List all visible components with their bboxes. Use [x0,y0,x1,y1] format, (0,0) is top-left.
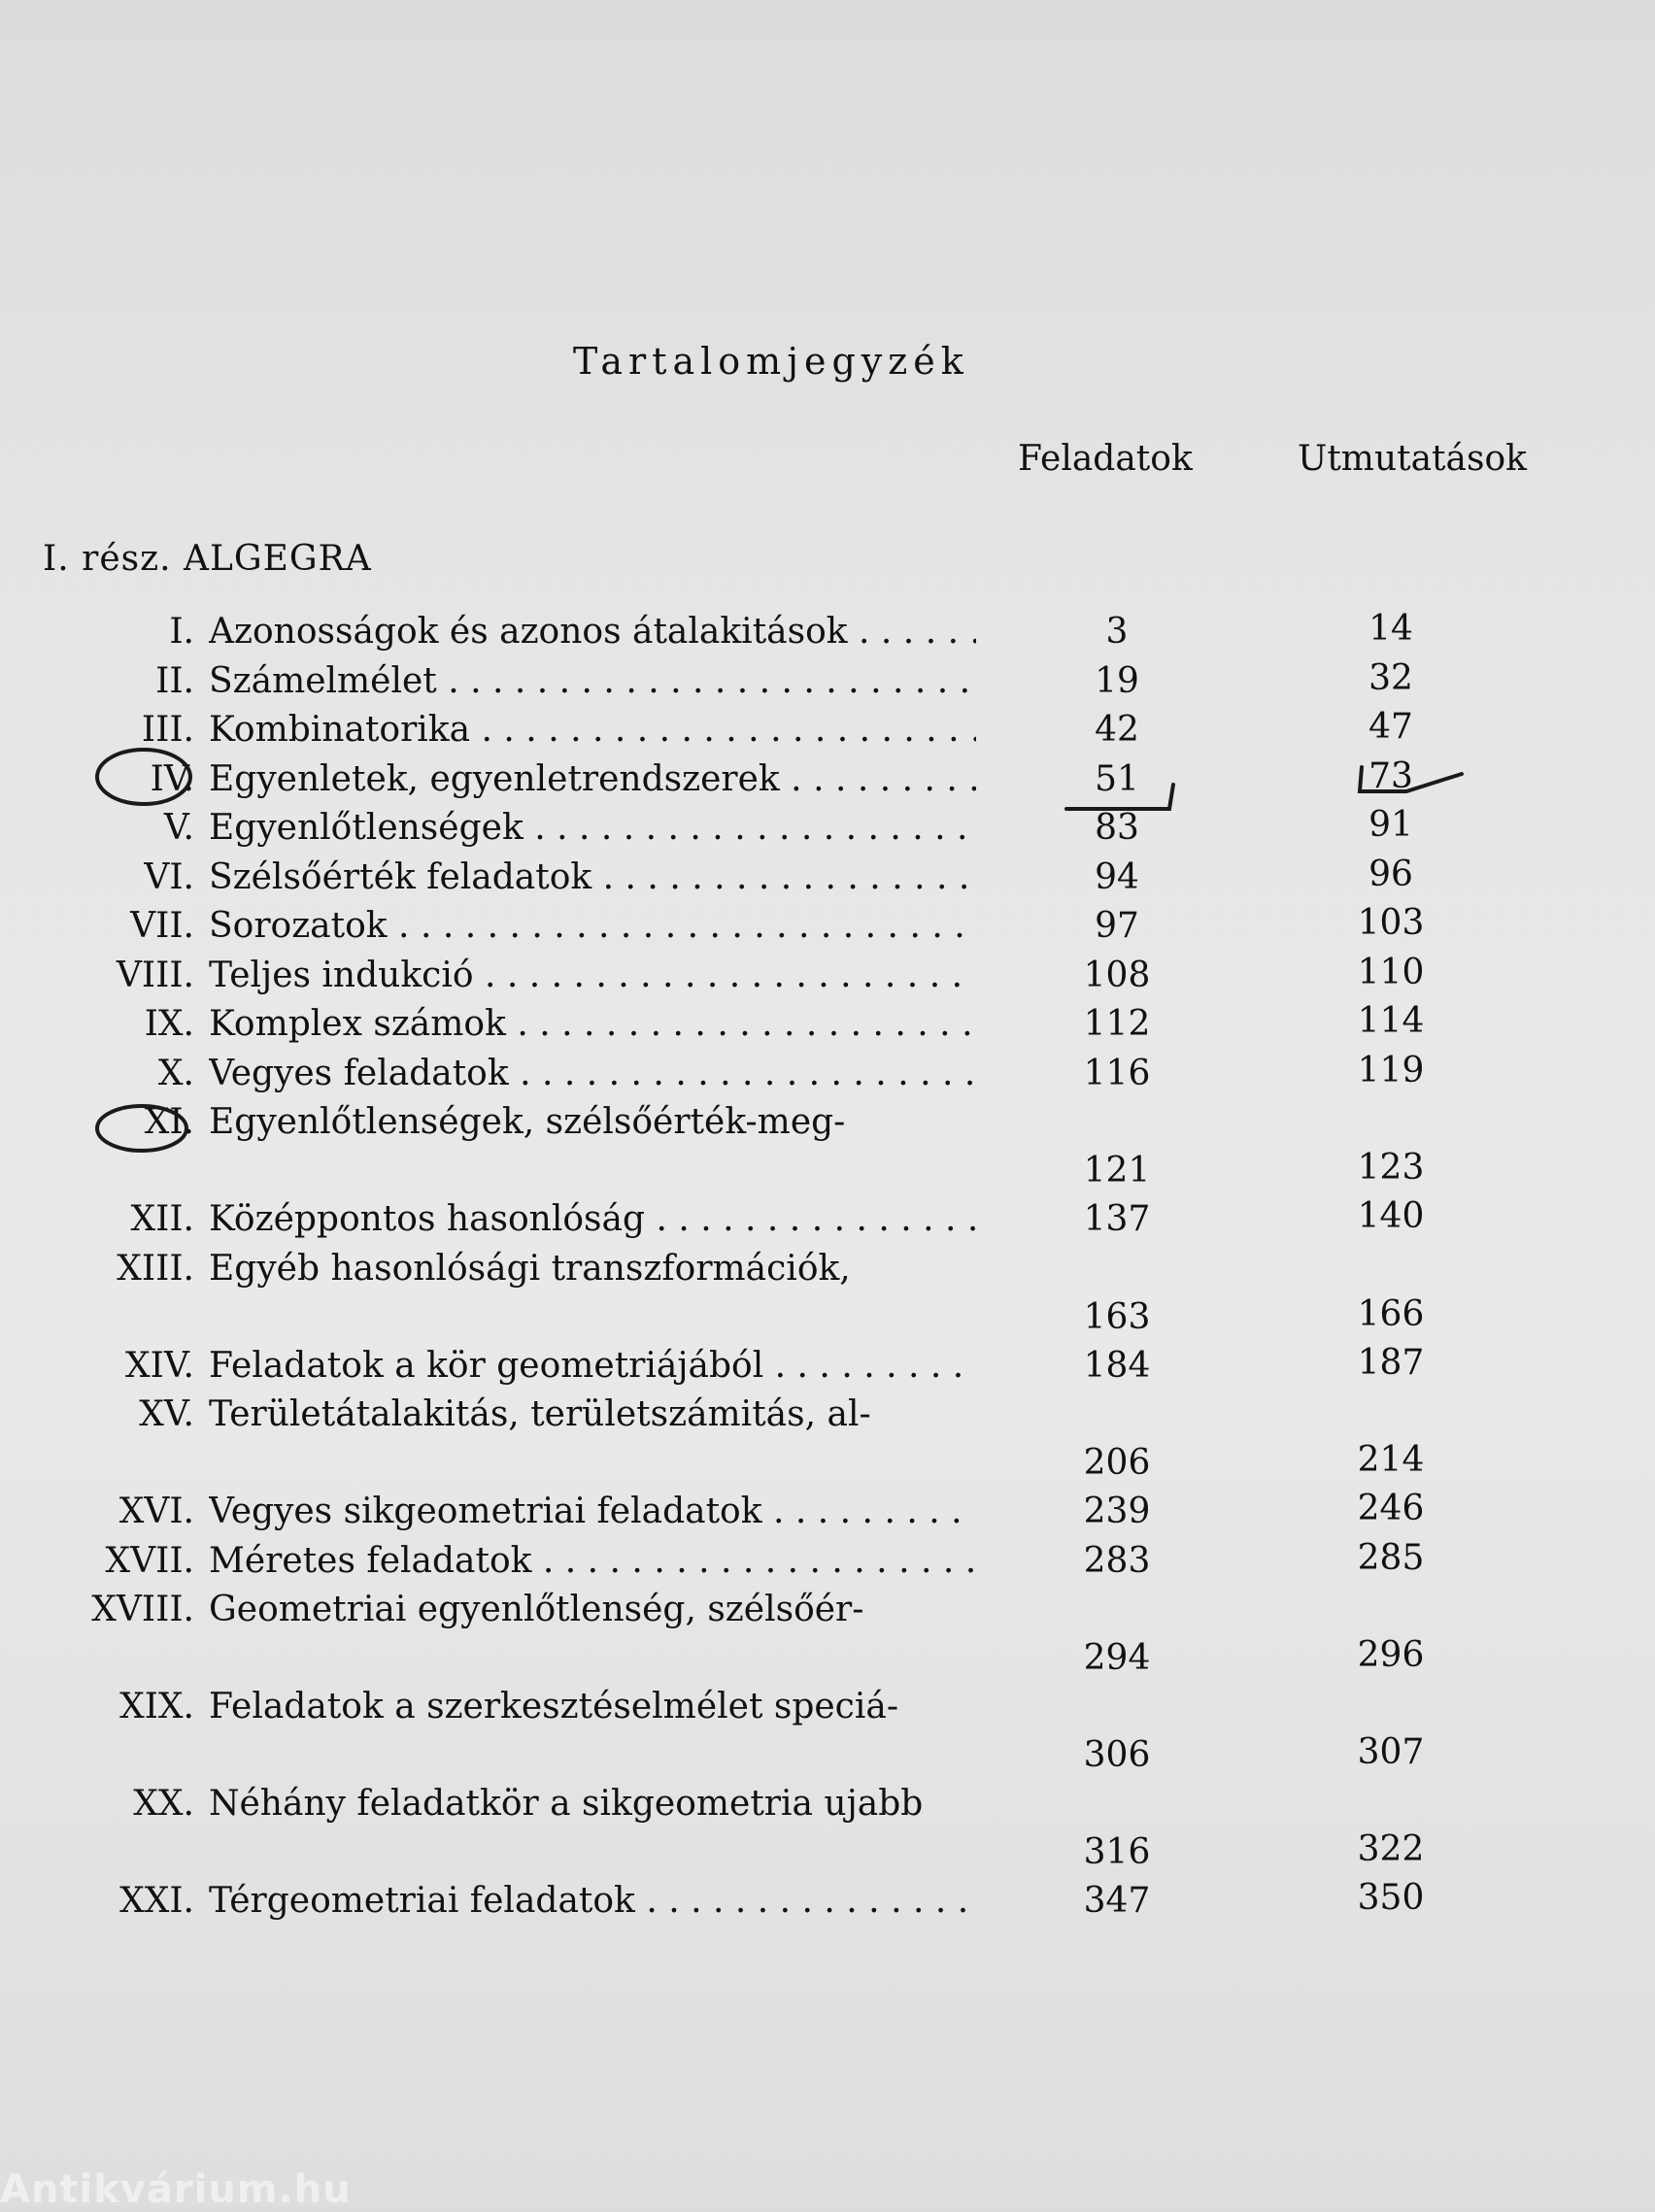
watermark: Antikvárium.hu [0,2167,352,2212]
entry-page-feladatok: 239 [1083,1491,1151,1531]
entry-numeral: XIV. [125,1345,194,1386]
entry-title: Feladatok a kör geometriájából . . . [209,1346,976,1386]
entry-title: Egyenletek, egyenletrendszerek . . . [209,759,976,799]
entry-page-utmutatasok: 91 [1368,805,1413,845]
part-title: I. rész. ALGEGRA [43,539,372,579]
entry-page-utmutatasok: 103 [1357,903,1425,943]
entry-page-feladatok: 108 [1083,955,1151,995]
entry-title: Egyenlőtlenségek, szélsőérték-meg- [209,1102,846,1142]
entry-numeral: XVII. [105,1540,194,1581]
toc-entry [0,1394,1655,1483]
entry-page-feladatok: 112 [1083,1004,1151,1044]
column-header-utmutatasok: Utmutatások [1298,439,1527,479]
entry-numeral: XIII. [117,1248,194,1289]
entry-page-utmutatasok: 96 [1368,854,1413,894]
entry-numeral: XVIII. [91,1590,194,1629]
entry-title: Teljes indukció . . . [209,955,976,995]
entry-numeral: IV. [150,758,194,799]
entry-page-utmutatasok: 246 [1357,1489,1425,1528]
entry-page-feladatok: 3 [1105,612,1129,652]
entry-title: Térgeometriai feladatok . . . [209,1881,976,1921]
entry-page-utmutatasok: 322 [1357,1829,1425,1869]
entry-title: Területátalakitás, területszámitás, al- [209,1394,871,1434]
entry-page-utmutatasok: 285 [1357,1537,1425,1578]
entry-page-feladatok: 163 [1083,1296,1151,1337]
entry-title: Néhány feladatkör a sikgeometria ujabb [209,1784,924,1824]
entry-page-utmutatasok: 32 [1368,657,1413,698]
entry-title: Vegyes feladatok . . . [209,1054,976,1093]
toc-entry [0,1102,1655,1190]
entry-page-utmutatasok: 166 [1357,1293,1425,1334]
entry-title: Vegyes sikgeometriai feladatok . . . [209,1491,976,1531]
entry-numeral: XV. [139,1394,194,1434]
entry-page-feladatok: 306 [1083,1735,1151,1775]
entry-page-utmutatasok: 110 [1357,952,1425,992]
toc-entry [0,1878,1655,1939]
entry-page-utmutatasok: 123 [1357,1148,1425,1188]
entry-page-feladatok: 283 [1083,1540,1151,1581]
entry-numeral: XIX. [119,1687,194,1726]
entry-page-feladatok: 294 [1083,1638,1151,1678]
entry-title: Geometriai egyenlőtlenség, szélsőér- [209,1590,864,1629]
entry-numeral: III. [141,710,194,750]
entry-title: Méretes feladatok . . . [209,1541,976,1581]
entry-page-feladatok: 184 [1083,1345,1151,1386]
entry-title: Komplex számok . . . [209,1004,976,1044]
entry-page-feladatok: 51 [1095,758,1139,799]
entry-numeral: XI. [144,1102,194,1142]
entry-page-feladatok: 83 [1095,808,1139,848]
entry-numeral: VIII. [116,955,194,995]
entry-title: Sorozatok . . . [209,906,976,946]
entry-page-utmutatasok: 119 [1357,1050,1425,1090]
entry-numeral: IX. [144,1004,194,1044]
entry-title: Feladatok a szerkesztéselmélet speciá- [209,1687,898,1726]
entry-title: Középpontos hasonlóság . . . [209,1199,976,1239]
entry-numeral: VII. [130,906,194,946]
toc-entry [0,1248,1655,1337]
entry-page-utmutatasok: 214 [1357,1440,1425,1480]
entry-title: Egyenlőtlenségek . . . [209,808,976,848]
toc-entry [0,1784,1655,1872]
entry-page-utmutatasok: 73 [1368,755,1413,796]
entry-numeral: XII. [130,1199,194,1239]
entry-page-utmutatasok: 47 [1368,707,1413,747]
entry-page-feladatok: 19 [1095,660,1139,701]
entry-numeral: XX. [133,1784,194,1824]
entry-page-feladatok: 94 [1095,856,1139,897]
entry-numeral: XXI. [119,1881,194,1921]
page-title: Tartalomjegyzék [573,340,969,383]
entry-title: Szélsőérték feladatok . . . [209,857,976,897]
entry-title: Azonosságok és azonos átalakitások . . . [209,612,976,652]
entry-page-utmutatasok: 187 [1357,1342,1425,1383]
entry-numeral: II. [155,660,194,701]
entry-page-feladatok: 42 [1095,710,1139,750]
column-header-feladatok: Feladatok [1018,439,1193,479]
entry-page-feladatok: 121 [1083,1151,1151,1190]
entry-title: Számelmélet . . . [209,661,976,701]
entry-page-feladatok: 347 [1083,1881,1151,1921]
toc-entry [0,1687,1655,1775]
entry-page-feladatok: 316 [1083,1832,1151,1872]
entry-page-feladatok: 116 [1083,1053,1151,1093]
entry-page-utmutatasok: 307 [1357,1732,1425,1772]
entry-page-feladatok: 206 [1083,1443,1151,1483]
entry-page-feladatok: 137 [1083,1199,1151,1239]
entry-page-utmutatasok: 14 [1368,609,1413,649]
entry-title: Kombinatorika . . . [209,710,976,750]
toc-entry [0,1590,1655,1678]
entry-numeral: X. [157,1053,194,1093]
entry-page-utmutatasok: 350 [1357,1878,1425,1918]
entry-numeral: V. [163,808,194,848]
entry-numeral: XVI. [118,1491,194,1531]
entry-numeral: I. [169,612,194,652]
entry-page-utmutatasok: 296 [1357,1635,1425,1675]
entry-page-utmutatasok: 140 [1357,1196,1425,1236]
entry-numeral: VI. [144,856,194,897]
entry-page-utmutatasok: 114 [1357,1001,1425,1041]
entry-title: Egyéb hasonlósági transzformációk, [209,1248,851,1289]
entry-page-feladatok: 97 [1095,906,1139,946]
